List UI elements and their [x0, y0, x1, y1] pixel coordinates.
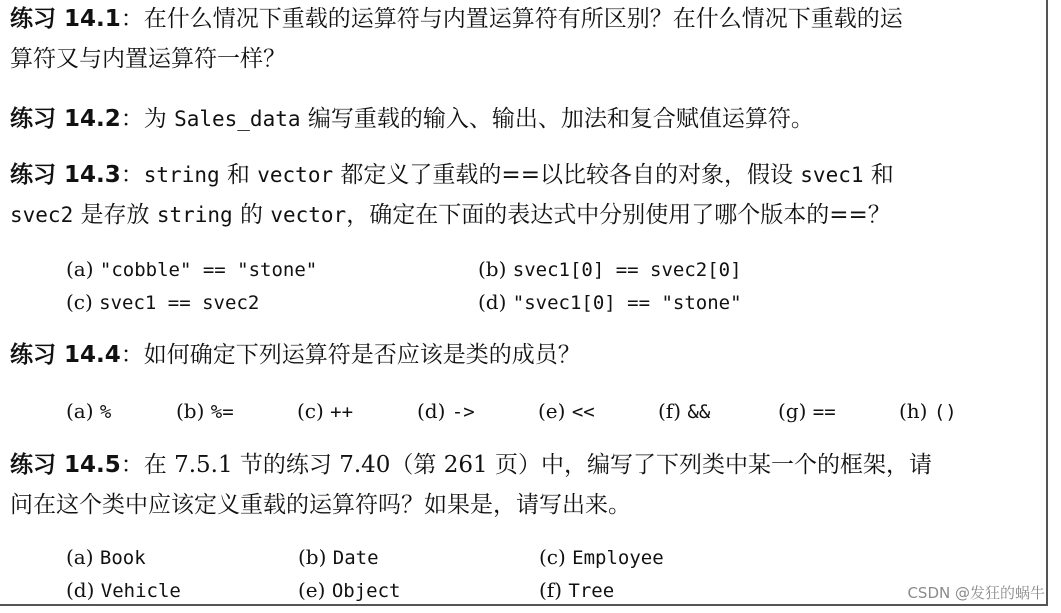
option-mark: (a) [66, 257, 94, 281]
exercise-14-5-option-e [298, 577, 400, 604]
exercise-14-2-code: Sales_data [174, 107, 301, 131]
option-mark: (e) [298, 578, 326, 602]
option-code: -> [451, 401, 475, 423]
option-code: Employee [572, 547, 664, 569]
exercise-14-4-option-e [538, 398, 595, 425]
option-mark: (g) [778, 399, 807, 423]
option-code: ++ [330, 401, 354, 423]
exercise-14-4-option-b [176, 398, 234, 425]
option-mark: (e) [538, 399, 566, 423]
exercise-14-3-text-3: 和 [863, 162, 894, 188]
exercise-14-1-text-2: 算符又与内置运算符一样？ [10, 46, 286, 72]
option-mark: (h) [899, 399, 928, 423]
option-mark: (c) [539, 545, 566, 569]
exercise-14-3-code-5: string [156, 203, 233, 227]
exercise-14-4-separator: ： [120, 342, 144, 368]
option-code: "svec1[0] == "stone" [512, 292, 742, 314]
exercise-14-3-code-3: svec1 [800, 163, 864, 187]
exercise-14-3-text-6: ，确定在下面的表达式中分别使用了哪个版本的==？ [346, 202, 891, 228]
option-mark: (a) [66, 545, 94, 569]
exercise-14-5-separator: ： [120, 452, 144, 478]
exercise-14-3-code-1: string [143, 163, 220, 187]
exercise-14-4-text: 如何确定下列运算符是否应该是类的成员？ [143, 342, 581, 368]
option-code: Object [331, 580, 401, 602]
option-mark: (d) [478, 290, 507, 314]
option-code: == [812, 401, 836, 423]
exercise-14-5-option-a [66, 544, 146, 571]
option-code: Date [332, 547, 379, 569]
exercise-14-2-text-pre: 为 [143, 106, 175, 132]
exercise-14-3-option-d [478, 289, 742, 316]
exercise-14-4-label: 练习 14.4 [10, 342, 121, 368]
exercise-14-1-line-1 [10, 4, 903, 34]
exercise-14-5-option-f [539, 577, 614, 604]
exercise-14-3-option-b [478, 256, 742, 283]
exercise-14-3-option-c [66, 289, 259, 316]
option-mark: (f) [658, 399, 682, 423]
exercise-14-5-label: 练习 14.5 [10, 452, 121, 478]
option-code: svec1 == svec2 [99, 292, 260, 314]
exercise-14-5-line-2 [10, 490, 631, 520]
option-code: Vehicle [100, 580, 181, 602]
exercise-14-3-code-4: svec2 [10, 203, 74, 227]
exercise-14-5-text-2: 问在这个类中应该定义重载的运算符吗？如果是，请写出来。 [10, 492, 631, 518]
option-mark: (a) [66, 399, 94, 423]
exercise-14-4-line [10, 340, 581, 370]
exercise-14-1-line-2 [10, 44, 286, 74]
exercise-14-3-line-2 [10, 200, 891, 230]
exercise-14-3-option-a [66, 256, 317, 283]
exercise-14-2-line [10, 104, 814, 134]
exercise-14-3-text-5: 的 [232, 202, 271, 228]
option-mark: (b) [478, 257, 507, 281]
exercise-14-3-separator: ： [120, 162, 144, 188]
option-mark: (d) [66, 578, 95, 602]
exercise-14-5-option-c [539, 544, 664, 571]
option-code: << [571, 401, 595, 423]
option-mark: (b) [298, 545, 327, 569]
option-mark: (b) [176, 399, 205, 423]
exercise-14-3-code-6: vector [270, 203, 347, 227]
exercise-14-3-text-4: 是存放 [73, 202, 157, 228]
exercise-14-3-line-1 [10, 160, 894, 190]
exercise-14-1-label: 练习 14.1 [10, 6, 121, 32]
page-border-right [1046, 0, 1048, 605]
exercise-14-5-option-b [298, 544, 379, 571]
exercise-14-4-option-h [899, 398, 957, 425]
option-code: && [687, 401, 711, 423]
exercise-14-4-option-g [778, 398, 836, 425]
option-code: "cobble" == "stone" [99, 259, 318, 281]
option-code: svec1[0] == svec2[0] [512, 259, 742, 281]
exercise-14-5-line-1 [10, 450, 932, 480]
exercise-14-1-separator: ： [120, 6, 144, 32]
page-border-bottom [0, 604, 1048, 606]
exercise-14-2-text-post: 编写重载的输入、输出、加法和复合赋值运算符。 [300, 106, 814, 132]
option-code: %= [210, 401, 234, 423]
exercise-14-5-option-d [66, 577, 181, 604]
option-code: Tree [568, 580, 615, 602]
exercise-14-3-code-2: vector [257, 163, 334, 187]
exercise-14-2-separator: ： [120, 106, 144, 132]
option-code: () [933, 401, 957, 423]
exercise-14-4-option-f [658, 398, 710, 425]
option-mark: (c) [66, 290, 93, 314]
option-code: % [99, 401, 112, 423]
option-mark: (f) [539, 578, 563, 602]
exercise-14-3-text-1: 和 [219, 162, 258, 188]
option-mark: (c) [297, 399, 324, 423]
exercise-14-2-label: 练习 14.2 [10, 106, 121, 132]
exercise-14-3-text-2: 都定义了重载的==以比较各自的对象，假设 [333, 162, 801, 188]
exercise-14-4-option-a [66, 398, 111, 425]
watermark: CSDN @发狂的蜗牛 [907, 584, 1045, 602]
exercise-14-1-text-1: 在什么情况下重载的运算符与内置运算符有所区别？在什么情况下重载的运 [143, 6, 903, 32]
exercise-14-4-option-c [297, 398, 353, 425]
exercise-14-3-label: 练习 14.3 [10, 162, 121, 188]
option-mark: (d) [417, 399, 446, 423]
option-code: Book [99, 547, 146, 569]
exercise-14-4-option-d [417, 398, 475, 425]
exercise-14-5-text-1: 在 7.5.1 节的练习 7.40（第 261 页）中，编写了下列类中某一个的框架，请 [143, 452, 932, 478]
